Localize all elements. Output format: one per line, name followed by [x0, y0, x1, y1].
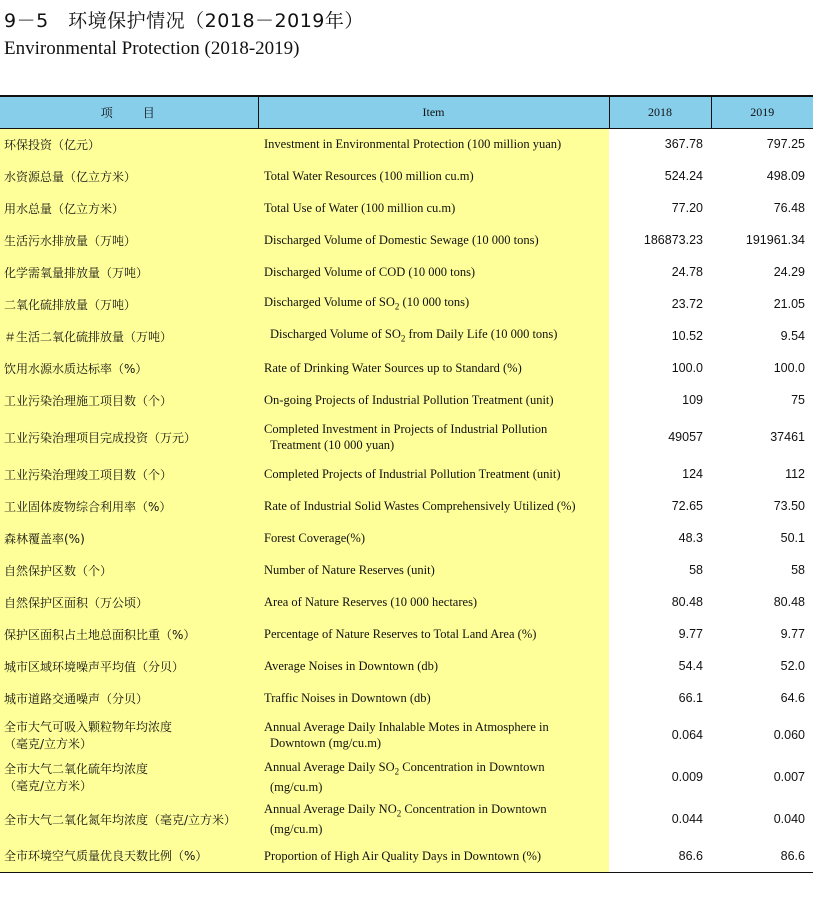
table-row [0, 128, 813, 160]
value-2018: 23.72 [671, 297, 703, 311]
table-row [0, 352, 813, 384]
value-2019: 80.48 [773, 595, 805, 609]
value-2019: 50.1 [780, 531, 805, 545]
value-2018: 24.78 [671, 265, 703, 279]
table-row [0, 160, 813, 192]
row-label-en: Forest Coverage(%) [258, 522, 609, 554]
row-label-en [258, 416, 609, 458]
table-row [0, 618, 813, 650]
subscript: 2 [394, 766, 400, 777]
row-label-en [258, 288, 609, 320]
value-2018: 109 [682, 393, 703, 407]
subscript: 2 [394, 301, 400, 312]
row-label-cn: 工业污染治理竣工项目数（个） [0, 458, 258, 490]
value-2019: 100.0 [773, 361, 805, 375]
page-title-cn: 9－5 环境保护情况（2018－2019年） [4, 10, 364, 32]
label-part: Concentration in Downtown [401, 801, 547, 816]
row-label-en: Discharged Volume of COD (10 000 tons) [258, 256, 609, 288]
value-2018: 124 [682, 467, 703, 481]
value-2019: 86.6 [711, 840, 813, 872]
value-2018: 48.3 [678, 531, 703, 545]
table-row [0, 288, 813, 320]
label-part: Discharged Volume of SO [264, 294, 395, 309]
value-2018: 54.4 [678, 659, 703, 673]
label-line-2: Downtown (mg/cu.m) [270, 736, 382, 750]
label-line-2: Treatment (10 000 yuan) [270, 438, 395, 452]
table-row [0, 224, 813, 256]
value-2019: 0.060 [773, 728, 805, 742]
value-2019: 76.48 [773, 201, 805, 215]
label-part: Concentration in Downtown [399, 759, 545, 774]
label-part: Discharged Volume of SO [270, 326, 401, 341]
table-row [0, 256, 813, 288]
value-2019: 21.05 [773, 297, 805, 311]
label-line-1 [264, 759, 608, 780]
label-line-1: 全市大气可吸入颗粒物年均浓度 [4, 720, 173, 734]
header-cn-item: 项 目 [0, 96, 258, 128]
table-row [0, 192, 813, 224]
label-part: Annual Average Daily SO [264, 759, 395, 774]
value-2018: 100.0 [671, 361, 703, 375]
value-2019: 24.29 [773, 265, 805, 279]
row-label-cn: 生活污水排放量（万吨） [0, 224, 258, 256]
value-2018: 367.78 [664, 137, 703, 152]
row-label-cn: 饮用水源水质达标率（%） [0, 352, 258, 384]
row-label-cn: 环保投资（亿元） [0, 128, 258, 160]
environment-table [0, 95, 813, 873]
value-2018: 524.24 [664, 169, 703, 183]
row-label-cn: 保护区面积占土地总面积比重（%） [0, 618, 258, 650]
value-2019: 64.6 [780, 691, 805, 705]
row-label-en: Average Noises in Downtown (db) [258, 650, 609, 682]
value-2018: 9.77 [678, 627, 703, 641]
value-2018: 66.1 [678, 691, 703, 705]
value-2019: 58 [791, 563, 805, 577]
label-line-1 [264, 801, 608, 822]
value-2018: 77.20 [671, 201, 703, 215]
value-2018: 58 [689, 563, 703, 577]
table-row [0, 756, 813, 798]
label-line-2: (mg/cu.m) [270, 822, 323, 837]
row-label-en: Total Water Resources (100 million cu.m) [258, 160, 609, 192]
row-label-en: Rate of Drinking Water Sources up to Standard (%) [258, 352, 609, 384]
table-row [0, 650, 813, 682]
row-label-cn: 城市道路交通噪声（分贝） [0, 682, 258, 714]
row-label-en [258, 756, 609, 798]
label-line-2: （毫克/立方米） [4, 737, 93, 751]
table-header-row [0, 96, 813, 128]
row-label-cn: 全市大气二氧化氮年均浓度（毫克/立方米） [0, 798, 258, 840]
label-part: from Daily Life (10 000 tons) [405, 326, 558, 341]
table-row [0, 416, 813, 458]
table-row [0, 458, 813, 490]
value-2018: 80.48 [671, 595, 703, 609]
value-2019: 52.0 [780, 659, 805, 673]
row-label-en: Total Use of Water (100 million cu.m) [258, 192, 609, 224]
subscript: 2 [396, 808, 402, 819]
row-label-cn: 工业固体废物综合利用率（%） [0, 490, 258, 522]
header-en-item: Item [258, 96, 609, 128]
value-2018: 186873.23 [643, 233, 703, 247]
row-label-cn [0, 756, 258, 798]
label-line-1: Completed Investment in Projects of Industrial Pollution [264, 422, 548, 436]
label-line-2: （毫克/立方米） [4, 779, 93, 793]
row-label-en [258, 798, 609, 840]
row-label-cn: 城市区域环境噪声平均值（分贝） [0, 650, 258, 682]
value-2018: 0.064 [671, 728, 703, 742]
value-2018: 49057 [668, 430, 703, 444]
value-2018: 10.52 [671, 329, 703, 343]
value-2019: 75 [791, 393, 805, 407]
row-label-en: Proportion of High Air Quality Days in Downtown (%) [258, 840, 609, 872]
value-2019: 37461 [770, 430, 805, 444]
row-label-en [258, 714, 609, 756]
page-title-en: Environmental Protection (2018-2019) [4, 38, 300, 59]
row-label-en [258, 320, 609, 352]
value-2018: 0.044 [671, 812, 703, 826]
row-label-cn: 全市环境空气质量优良天数比例（%） [0, 840, 258, 872]
row-label-en: Percentage of Nature Reserves to Total Land Area (%) [258, 618, 609, 650]
label-line-1: Annual Average Daily Inhalable Motes in Atmosphere in [264, 720, 549, 734]
value-2019: 797.25 [766, 137, 805, 152]
row-label-cn: 自然保护区数（个） [0, 554, 258, 586]
row-label-cn: 工业污染治理项目完成投资（万元） [0, 416, 258, 458]
value-2019: 0.007 [773, 770, 805, 784]
row-label-en: Number of Nature Reserves (unit) [258, 554, 609, 586]
table-row [0, 682, 813, 714]
row-label-cn: ＃生活二氧化硫排放量（万吨） [0, 320, 258, 352]
label-line-2: (mg/cu.m) [270, 780, 323, 795]
table-row [0, 554, 813, 586]
row-label-en: Completed Projects of Industrial Pollution Treatment (unit) [258, 458, 609, 490]
value-2018: 72.65 [671, 499, 703, 513]
value-2018: 86.6 [609, 840, 711, 872]
value-2019: 9.77 [780, 627, 805, 641]
label-part: Annual Average Daily NO [264, 801, 397, 816]
row-label-en: Rate of Industrial Solid Wastes Comprehensively Utilized (%) [258, 490, 609, 522]
row-label-cn: 工业污染治理施工项目数（个） [0, 384, 258, 416]
value-2019: 112 [785, 467, 805, 481]
value-2019: 9.54 [780, 329, 805, 343]
table-row [0, 320, 813, 352]
table-row [0, 586, 813, 618]
table-row [0, 714, 813, 756]
value-2018: 0.009 [671, 770, 703, 784]
row-label-en: Traffic Noises in Downtown (db) [258, 682, 609, 714]
value-2019: 0.040 [773, 812, 805, 826]
row-label-cn: 森林覆盖率(%) [0, 522, 258, 554]
table-row [0, 798, 813, 840]
row-label-cn: 化学需氧量排放量（万吨） [0, 256, 258, 288]
table-row [0, 522, 813, 554]
value-2019: 498.09 [766, 169, 805, 183]
value-2019: 73.50 [773, 499, 805, 513]
row-label-cn: 用水总量（亿立方米） [0, 192, 258, 224]
table-row [0, 840, 813, 872]
row-label-cn: 水资源总量（亿立方米） [0, 160, 258, 192]
subscript: 2 [400, 333, 406, 344]
row-label-en: On-going Projects of Industrial Pollution Treatment (unit) [258, 384, 609, 416]
header-2019: 2019 [711, 96, 813, 128]
row-label-en: Area of Nature Reserves (10 000 hectares) [258, 586, 609, 618]
row-label-cn: 自然保护区面积（万公顷） [0, 586, 258, 618]
table-row [0, 490, 813, 522]
table-row [0, 384, 813, 416]
value-2019: 191961.34 [745, 233, 805, 247]
row-label-cn: 二氧化硫排放量（万吨） [0, 288, 258, 320]
row-label-en: Investment in Environmental Protection (100 million yuan) [258, 128, 609, 160]
row-label-cn [0, 714, 258, 756]
label-line-1: 全市大气二氧化硫年均浓度 [4, 762, 149, 776]
row-label-en: Discharged Volume of Domestic Sewage (10 000 tons) [258, 224, 609, 256]
label-part: (10 000 tons) [399, 294, 470, 309]
header-2018: 2018 [609, 96, 711, 128]
